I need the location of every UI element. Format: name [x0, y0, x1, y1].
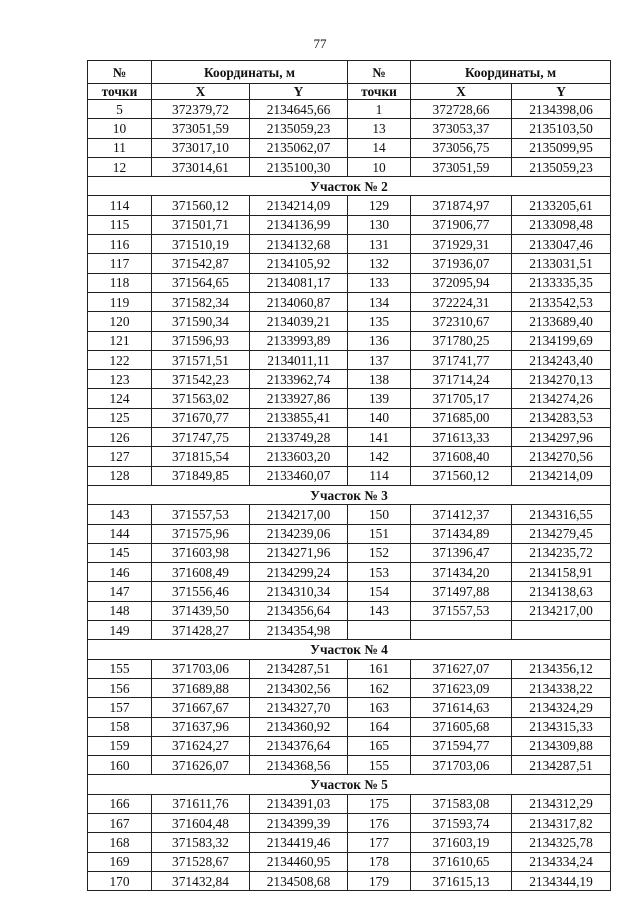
point-number-cell: 129 [348, 196, 411, 215]
y-coordinate-cell: 2134398,06 [512, 100, 611, 119]
point-number-cell: 120 [88, 312, 152, 331]
point-number-cell: 165 [348, 736, 411, 755]
table-row [88, 794, 611, 813]
table-row [88, 852, 611, 871]
section-title: Участок № 5 [88, 775, 611, 794]
y-coordinate-cell: 2134214,09 [512, 466, 611, 485]
point-number-cell: 163 [348, 698, 411, 717]
y-coordinate-cell: 2134271,96 [250, 543, 348, 562]
table-row [88, 543, 611, 562]
table-row [88, 235, 611, 254]
y-coordinate-cell: 2134508,68 [250, 871, 348, 890]
x-coordinate-cell: 371604,48 [152, 813, 250, 832]
table-row [88, 389, 611, 408]
table-row [88, 408, 611, 427]
section-row [88, 177, 611, 196]
x-coordinate-cell: 371412,37 [411, 505, 512, 524]
point-number-cell [348, 621, 411, 640]
point-number-cell: 13 [348, 119, 411, 138]
y-coordinate-cell: 2135103,50 [512, 119, 611, 138]
y-coordinate-cell: 2134239,06 [250, 524, 348, 543]
x-coordinate-cell: 371432,84 [152, 871, 250, 890]
x-coordinate-cell: 371703,06 [411, 756, 512, 775]
x-coordinate-cell: 371906,77 [411, 215, 512, 234]
x-coordinate-cell: 371849,85 [152, 466, 250, 485]
x-coordinate-cell: 371593,74 [411, 813, 512, 832]
table-row [88, 447, 611, 466]
x-coordinate-cell: 371557,53 [411, 601, 512, 620]
y-coordinate-cell: 2134287,51 [250, 659, 348, 678]
x-coordinate-cell: 371434,89 [411, 524, 512, 543]
x-coordinate-cell: 371556,46 [152, 582, 250, 601]
x-coordinate-cell: 371929,31 [411, 235, 512, 254]
point-number-cell: 12 [88, 157, 152, 176]
point-number-cell: 166 [88, 794, 152, 813]
point-number-cell: 177 [348, 833, 411, 852]
y-coordinate-cell: 2135100,30 [250, 157, 348, 176]
table-row [88, 254, 611, 273]
x-coordinate-cell: 371626,07 [152, 756, 250, 775]
table-row [88, 736, 611, 755]
point-number-cell: 149 [88, 621, 152, 640]
x-coordinate-cell: 371542,23 [152, 370, 250, 389]
point-number-cell: 155 [88, 659, 152, 678]
x-coordinate-cell: 371557,53 [152, 505, 250, 524]
point-number-cell: 169 [88, 852, 152, 871]
x-coordinate-cell: 371936,07 [411, 254, 512, 273]
y-header: Y [512, 84, 611, 100]
section-row [88, 485, 611, 504]
point-number-cell: 167 [88, 813, 152, 832]
x-coordinate-cell: 371560,12 [411, 466, 512, 485]
point-number-cell: 152 [348, 543, 411, 562]
y-coordinate-cell: 2134356,12 [512, 659, 611, 678]
point-number-cell: 157 [88, 698, 152, 717]
point-number-cell: 134 [348, 292, 411, 311]
table-row [88, 833, 611, 852]
x-coordinate-cell: 372224,31 [411, 292, 512, 311]
section-title: Участок № 3 [88, 485, 611, 504]
section-row [88, 640, 611, 659]
point-number-cell: 115 [88, 215, 152, 234]
x-coordinate-cell: 371685,00 [411, 408, 512, 427]
y-coordinate-cell: 2134344,19 [512, 871, 611, 890]
y-coordinate-cell: 2134309,88 [512, 736, 611, 755]
x-coordinate-cell: 371582,34 [152, 292, 250, 311]
point-number-cell: 176 [348, 813, 411, 832]
x-coordinate-cell: 372728,66 [411, 100, 512, 119]
y-coordinate-cell: 2133542,53 [512, 292, 611, 311]
x-coordinate-cell: 371747,75 [152, 428, 250, 447]
x-coordinate-cell: 371571,51 [152, 350, 250, 369]
point-number-cell: 5 [88, 100, 152, 119]
table-row [88, 678, 611, 697]
y-coordinate-cell: 2134214,09 [250, 196, 348, 215]
point-number-cell: 139 [348, 389, 411, 408]
x-coordinate-cell: 371396,47 [411, 543, 512, 562]
table-header-row [88, 61, 611, 84]
y-coordinate-cell: 2134315,33 [512, 717, 611, 736]
x-coordinate-cell: 373051,59 [152, 119, 250, 138]
x-coordinate-cell: 371670,77 [152, 408, 250, 427]
coordinates-header: Координаты, м [411, 61, 611, 84]
table-row [88, 601, 611, 620]
point-number-cell: 123 [88, 370, 152, 389]
table-row [88, 312, 611, 331]
x-header: X [152, 84, 250, 100]
y-coordinate-cell [512, 621, 611, 640]
point-number-cell: 119 [88, 292, 152, 311]
y-coordinate-cell: 2134279,45 [512, 524, 611, 543]
table-row [88, 119, 611, 138]
y-coordinate-cell: 2133205,61 [512, 196, 611, 215]
x-coordinate-cell: 371714,24 [411, 370, 512, 389]
point-number-cell: 159 [88, 736, 152, 755]
point-number-cell: 160 [88, 756, 152, 775]
y-coordinate-cell: 2134317,82 [512, 813, 611, 832]
y-coordinate-cell: 2134645,66 [250, 100, 348, 119]
point-label-header: точки [348, 84, 411, 100]
point-number-cell: 146 [88, 563, 152, 582]
x-coordinate-cell: 371874,97 [411, 196, 512, 215]
point-number-cell: 144 [88, 524, 152, 543]
table-row [88, 196, 611, 215]
x-coordinate-cell: 372310,67 [411, 312, 512, 331]
point-number-cell: 148 [88, 601, 152, 620]
table-body [88, 100, 611, 891]
x-coordinate-cell: 371575,96 [152, 524, 250, 543]
table-row [88, 871, 611, 890]
point-number-cell: 155 [348, 756, 411, 775]
table-row [88, 100, 611, 119]
x-coordinate-cell [411, 621, 512, 640]
point-number-cell: 162 [348, 678, 411, 697]
x-coordinate-cell: 371608,49 [152, 563, 250, 582]
point-number-cell: 135 [348, 312, 411, 331]
y-coordinate-cell: 2133962,74 [250, 370, 348, 389]
point-number-header: № [348, 61, 411, 84]
point-number-cell: 150 [348, 505, 411, 524]
y-coordinate-cell: 2133689,40 [512, 312, 611, 331]
point-number-cell: 118 [88, 273, 152, 292]
point-number-cell: 178 [348, 852, 411, 871]
y-coordinate-cell: 2135059,23 [512, 157, 611, 176]
x-coordinate-cell: 371624,27 [152, 736, 250, 755]
x-coordinate-cell: 373017,10 [152, 138, 250, 157]
table-row [88, 350, 611, 369]
page-number: 77 [313, 36, 327, 51]
point-number-cell: 117 [88, 254, 152, 273]
y-coordinate-cell: 2134334,24 [512, 852, 611, 871]
point-number-cell: 11 [88, 138, 152, 157]
table-row [88, 466, 611, 485]
y-coordinate-cell: 2134270,13 [512, 370, 611, 389]
table-row [88, 524, 611, 543]
point-number-cell: 154 [348, 582, 411, 601]
table-row [88, 756, 611, 775]
y-coordinate-cell: 2134356,64 [250, 601, 348, 620]
x-coordinate-cell: 371611,76 [152, 794, 250, 813]
x-coordinate-cell: 371780,25 [411, 331, 512, 350]
x-coordinate-cell: 371615,13 [411, 871, 512, 890]
y-coordinate-cell: 2133993,89 [250, 331, 348, 350]
y-coordinate-cell: 2135099,95 [512, 138, 611, 157]
y-coordinate-cell: 2133047,46 [512, 235, 611, 254]
point-number-cell: 141 [348, 428, 411, 447]
point-number-cell: 140 [348, 408, 411, 427]
y-coordinate-cell: 2133749,28 [250, 428, 348, 447]
x-coordinate-cell: 371583,32 [152, 833, 250, 852]
point-number-cell: 143 [88, 505, 152, 524]
table-row [88, 582, 611, 601]
x-coordinate-cell: 371705,17 [411, 389, 512, 408]
section-row [88, 775, 611, 794]
y-coordinate-cell: 2134217,00 [250, 505, 348, 524]
point-number-cell: 170 [88, 871, 152, 890]
x-coordinate-cell: 371590,34 [152, 312, 250, 331]
table-row [88, 505, 611, 524]
x-coordinate-cell: 373056,75 [411, 138, 512, 157]
point-number-cell: 142 [348, 447, 411, 466]
y-coordinate-cell: 2134039,21 [250, 312, 348, 331]
table-row [88, 717, 611, 736]
y-coordinate-cell: 2134302,56 [250, 678, 348, 697]
y-coordinate-cell: 2134136,99 [250, 215, 348, 234]
point-number-cell: 137 [348, 350, 411, 369]
y-coordinate-cell: 2134299,24 [250, 563, 348, 582]
x-coordinate-cell: 371564,65 [152, 273, 250, 292]
x-coordinate-cell: 371528,67 [152, 852, 250, 871]
y-coordinate-cell: 2133031,51 [512, 254, 611, 273]
section-title: Участок № 4 [88, 640, 611, 659]
point-number-cell: 145 [88, 543, 152, 562]
table-subheader-row [88, 84, 611, 100]
point-number-cell: 179 [348, 871, 411, 890]
coordinates-table [87, 60, 611, 891]
point-number-cell: 130 [348, 215, 411, 234]
point-number-cell: 10 [348, 157, 411, 176]
y-coordinate-cell: 2134310,34 [250, 582, 348, 601]
y-coordinate-cell: 2134354,98 [250, 621, 348, 640]
table-row [88, 331, 611, 350]
y-coordinate-cell: 2134312,29 [512, 794, 611, 813]
table-row [88, 621, 611, 640]
y-coordinate-cell: 2134105,92 [250, 254, 348, 273]
y-coordinate-cell: 2134297,96 [512, 428, 611, 447]
table-row [88, 138, 611, 157]
point-number-header: № [88, 61, 152, 84]
point-number-cell: 122 [88, 350, 152, 369]
y-coordinate-cell: 2134011,11 [250, 350, 348, 369]
y-coordinate-cell: 2133460,07 [250, 466, 348, 485]
x-coordinate-cell: 373014,61 [152, 157, 250, 176]
x-coordinate-cell: 371603,19 [411, 833, 512, 852]
table-row [88, 563, 611, 582]
y-coordinate-cell: 2134325,78 [512, 833, 611, 852]
x-coordinate-cell: 373053,37 [411, 119, 512, 138]
y-coordinate-cell: 2134158,91 [512, 563, 611, 582]
x-coordinate-cell: 371428,27 [152, 621, 250, 640]
table-row [88, 659, 611, 678]
x-coordinate-cell: 371542,87 [152, 254, 250, 273]
table-row [88, 370, 611, 389]
point-number-cell: 14 [348, 138, 411, 157]
point-number-cell: 121 [88, 331, 152, 350]
table-row [88, 698, 611, 717]
point-number-cell: 143 [348, 601, 411, 620]
point-number-cell: 10 [88, 119, 152, 138]
x-coordinate-cell: 371434,20 [411, 563, 512, 582]
x-coordinate-cell: 371510,19 [152, 235, 250, 254]
y-coordinate-cell: 2135062,07 [250, 138, 348, 157]
x-coordinate-cell: 372379,72 [152, 100, 250, 119]
y-coordinate-cell: 2133603,20 [250, 447, 348, 466]
x-coordinate-cell: 371627,07 [411, 659, 512, 678]
x-coordinate-cell: 371608,40 [411, 447, 512, 466]
x-coordinate-cell: 371563,02 [152, 389, 250, 408]
y-coordinate-cell: 2134274,26 [512, 389, 611, 408]
y-coordinate-cell: 2134243,40 [512, 350, 611, 369]
x-coordinate-cell: 371689,88 [152, 678, 250, 697]
section-title: Участок № 2 [88, 177, 611, 196]
y-coordinate-cell: 2134316,55 [512, 505, 611, 524]
point-label-header: точки [88, 84, 152, 100]
point-number-cell: 136 [348, 331, 411, 350]
y-coordinate-cell: 2134132,68 [250, 235, 348, 254]
point-number-cell: 168 [88, 833, 152, 852]
y-coordinate-cell: 2134391,03 [250, 794, 348, 813]
x-coordinate-cell: 371613,33 [411, 428, 512, 447]
x-coordinate-cell: 371596,93 [152, 331, 250, 350]
y-coordinate-cell: 2133098,48 [512, 215, 611, 234]
y-coordinate-cell: 2134368,56 [250, 756, 348, 775]
point-number-cell: 158 [88, 717, 152, 736]
x-coordinate-cell: 371560,12 [152, 196, 250, 215]
point-number-cell: 153 [348, 563, 411, 582]
point-number-cell: 175 [348, 794, 411, 813]
point-number-cell: 156 [88, 678, 152, 697]
point-number-cell: 164 [348, 717, 411, 736]
table-row [88, 428, 611, 447]
x-coordinate-cell: 371815,54 [152, 447, 250, 466]
point-number-cell: 116 [88, 235, 152, 254]
x-header: X [411, 84, 512, 100]
y-coordinate-cell: 2134270,56 [512, 447, 611, 466]
y-coordinate-cell: 2134338,22 [512, 678, 611, 697]
point-number-cell: 114 [348, 466, 411, 485]
x-coordinate-cell: 371610,65 [411, 852, 512, 871]
y-coordinate-cell: 2134399,39 [250, 813, 348, 832]
y-coordinate-cell: 2134283,53 [512, 408, 611, 427]
x-coordinate-cell: 371583,08 [411, 794, 512, 813]
point-number-cell: 131 [348, 235, 411, 254]
point-number-cell: 124 [88, 389, 152, 408]
x-coordinate-cell: 371614,63 [411, 698, 512, 717]
y-coordinate-cell: 2134138,63 [512, 582, 611, 601]
x-coordinate-cell: 371605,68 [411, 717, 512, 736]
y-coordinate-cell: 2134360,92 [250, 717, 348, 736]
x-coordinate-cell: 371497,88 [411, 582, 512, 601]
y-coordinate-cell: 2133855,41 [250, 408, 348, 427]
y-header: Y [250, 84, 348, 100]
x-coordinate-cell: 373051,59 [411, 157, 512, 176]
y-coordinate-cell: 2134324,29 [512, 698, 611, 717]
point-number-cell: 114 [88, 196, 152, 215]
table-row [88, 273, 611, 292]
point-number-cell: 127 [88, 447, 152, 466]
y-coordinate-cell: 2134060,87 [250, 292, 348, 311]
point-number-cell: 151 [348, 524, 411, 543]
table-row [88, 157, 611, 176]
point-number-cell: 138 [348, 370, 411, 389]
point-number-cell: 1 [348, 100, 411, 119]
table-row [88, 215, 611, 234]
x-coordinate-cell: 371703,06 [152, 659, 250, 678]
x-coordinate-cell: 371637,96 [152, 717, 250, 736]
y-coordinate-cell: 2134327,70 [250, 698, 348, 717]
y-coordinate-cell: 2134217,00 [512, 601, 611, 620]
y-coordinate-cell: 2134081,17 [250, 273, 348, 292]
y-coordinate-cell: 2134419,46 [250, 833, 348, 852]
x-coordinate-cell: 371439,50 [152, 601, 250, 620]
y-coordinate-cell: 2134376,64 [250, 736, 348, 755]
point-number-cell: 125 [88, 408, 152, 427]
x-coordinate-cell: 372095,94 [411, 273, 512, 292]
point-number-cell: 161 [348, 659, 411, 678]
y-coordinate-cell: 2135059,23 [250, 119, 348, 138]
x-coordinate-cell: 371594,77 [411, 736, 512, 755]
point-number-cell: 133 [348, 273, 411, 292]
point-number-cell: 128 [88, 466, 152, 485]
table-row [88, 813, 611, 832]
point-number-cell: 147 [88, 582, 152, 601]
point-number-cell: 132 [348, 254, 411, 273]
y-coordinate-cell: 2134287,51 [512, 756, 611, 775]
point-number-cell: 126 [88, 428, 152, 447]
x-coordinate-cell: 371741,77 [411, 350, 512, 369]
y-coordinate-cell: 2134235,72 [512, 543, 611, 562]
y-coordinate-cell: 2133927,86 [250, 389, 348, 408]
x-coordinate-cell: 371501,71 [152, 215, 250, 234]
coordinates-header: Координаты, м [152, 61, 348, 84]
y-coordinate-cell: 2134460,95 [250, 852, 348, 871]
x-coordinate-cell: 371603,98 [152, 543, 250, 562]
table-row [88, 292, 611, 311]
x-coordinate-cell: 371623,09 [411, 678, 512, 697]
y-coordinate-cell: 2134199,69 [512, 331, 611, 350]
x-coordinate-cell: 371667,67 [152, 698, 250, 717]
y-coordinate-cell: 2133335,35 [512, 273, 611, 292]
